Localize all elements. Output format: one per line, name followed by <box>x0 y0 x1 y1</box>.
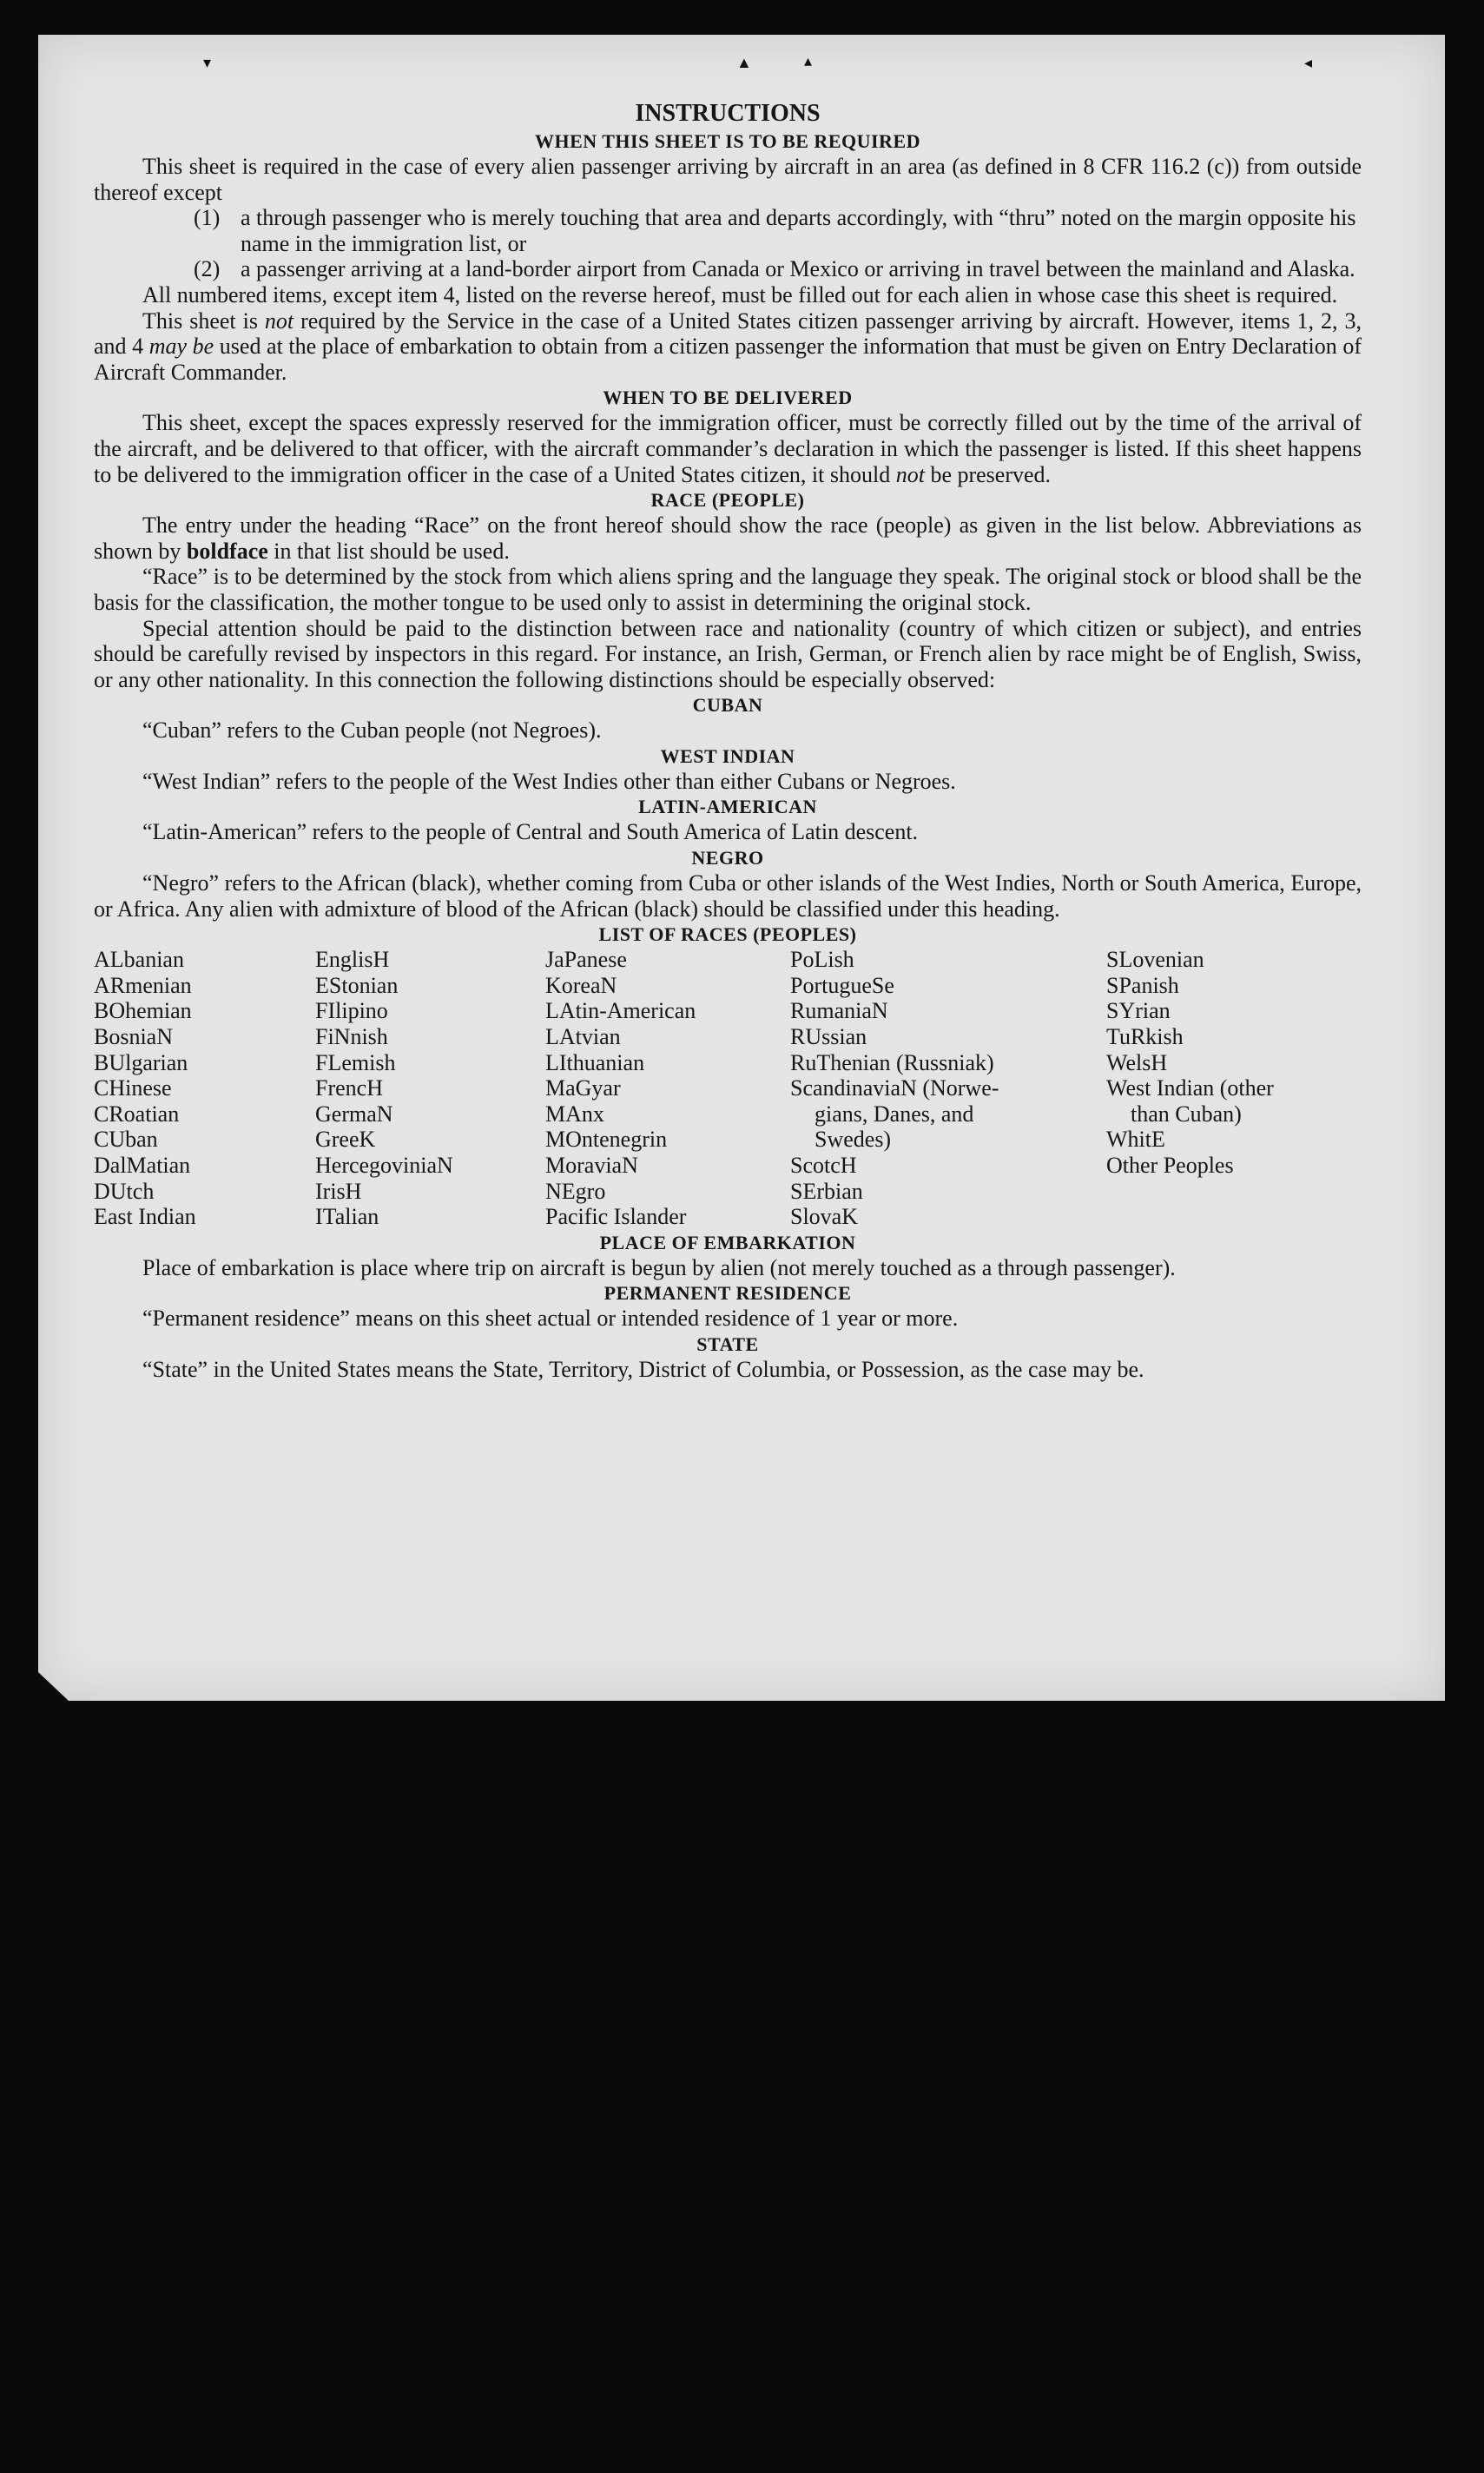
race-entry: DUtch <box>94 1178 155 1204</box>
paragraph: “State” in the United States means the State, Territory, District of Columbia, or Possession, as the case may be. <box>142 1356 1144 1382</box>
race-entry: West Indian (other <box>1106 1075 1274 1101</box>
numbered-item <box>94 256 1362 282</box>
race-entry: JaPanese <box>545 947 627 973</box>
paragraph: “West Indian” refers to the people of the West Indies other than either Cubans or Negroes. <box>142 768 956 794</box>
race-entry: ITalian <box>315 1204 379 1230</box>
race-entry: MOntenegrin <box>545 1127 668 1153</box>
item-text: a through passenger who is merely touching that area and departs accordingly, with “thru” noted on the margin opposite his name in the immigration list, or <box>241 205 1356 256</box>
paragraph: This sheet is not required by the Service in the case of a United States citizen passenger arriving by aircraft. However, items 1, 2, 3, and 4 may be used at the place of embarkation to obtain from a citizen passenger the information that must be given on Entry Declaration of Aircraft Commander. <box>94 307 1362 385</box>
race-entry: BUlgarian <box>94 1049 188 1075</box>
paragraph: The entry under the heading “Race” on the front hereof should show the race (people) as given in the list below. Abbreviations as shown by boldface in that list should be used. <box>94 512 1362 564</box>
paragraph: “Permanent residence” means on this sheet actual or intended residence of 1 year or more. <box>142 1306 959 1332</box>
race-entry: Other Peoples <box>1106 1153 1234 1178</box>
torn-corner <box>38 1672 69 1702</box>
race-entry: FiNnish <box>315 1024 388 1050</box>
race-entry: East Indian <box>94 1204 196 1230</box>
race-entry: RUssian <box>790 1024 867 1050</box>
race-entry: MAnx <box>545 1101 604 1127</box>
race-entry: ARmenian <box>94 972 192 998</box>
race-entry: Pacific Islander <box>545 1204 687 1230</box>
race-entry: MoraviaN <box>545 1153 638 1178</box>
item-text: a passenger arriving at a land-border airport from Canada or Mexico or arriving in travel between the mainland and Alaska. <box>241 256 1355 282</box>
race-entry: GreeK <box>315 1127 376 1153</box>
race-column <box>94 947 315 1230</box>
race-entry: EnglisH <box>315 947 390 973</box>
paragraph: Special attention should be paid to the distinction between race and nationality (country of which citizen or subject), and entries should be carefully revised by inspectors in this regard. For instance, an Irish, German, or French alien by race might be of English, Swiss, or any other nationality. In this connection the following distinctions should be especially observed: <box>94 615 1362 692</box>
race-entry: CUban <box>94 1127 158 1153</box>
race-entry: Swedes) <box>815 1127 892 1153</box>
section-heading: NEGRO <box>691 847 764 870</box>
race-entry: CRoatian <box>94 1101 180 1127</box>
race-entry: FIlipino <box>315 998 388 1024</box>
race-entry: RumaniaN <box>790 998 888 1024</box>
numbered-item <box>94 205 1362 256</box>
race-entry: ALbanian <box>94 947 184 973</box>
race-entry: SYrian <box>1106 998 1171 1024</box>
paragraph: All numbered items, except item 4, listed on the reverse hereof, must be filled out for each alien in whose case this sheet is required. <box>142 281 1338 307</box>
race-entry: than Cuban) <box>1131 1101 1242 1127</box>
race-column <box>790 947 1106 1230</box>
instructions-content <box>94 64 1362 1383</box>
item-number: (2) <box>194 256 221 282</box>
race-entry: PortugueSe <box>790 972 894 998</box>
section-heading: RACE (PEOPLE) <box>650 489 805 512</box>
paragraph: “Race” is to be determined by the stock from which aliens spring and the language they speak. The original stock or blood shall be the basis for the classification, the mother tongue to be used only to assist in determining the original stock. <box>94 564 1362 615</box>
race-list <box>94 947 1362 1230</box>
punch-mark: ▾ <box>203 54 212 71</box>
section-heading: LIST OF RACES (PEOPLES) <box>598 923 857 946</box>
race-column <box>1106 947 1362 1230</box>
paragraph: Place of embarkation is place where trip on aircraft is begun by alien (not merely touched as a through passenger). <box>142 1254 1176 1280</box>
race-entry: SPanish <box>1106 972 1179 998</box>
section-heading: STATE <box>696 1332 759 1355</box>
paragraph: This sheet, except the spaces expressly reserved for the immigration officer, must be correctly filled out by the time of the arrival of the aircraft, and be delivered to that officer, with the aircraft commander’s declaration in which the passenger is listed. If this sheet happens to be delivered to the immigration officer in the case of a United States citizen, it should not be preserved. <box>94 410 1362 487</box>
race-entry: CHinese <box>94 1075 172 1101</box>
race-entry: HercegoviniaN <box>315 1153 453 1178</box>
race-entry: DalMatian <box>94 1153 191 1178</box>
race-entry: GermaN <box>315 1101 393 1127</box>
race-entry: RuThenian (Russniak) <box>790 1049 994 1075</box>
paragraph: “Cuban” refers to the Cuban people (not Negroes). <box>142 717 602 744</box>
race-entry: PoLish <box>790 947 854 973</box>
race-entry: WhitE <box>1106 1127 1165 1153</box>
paragraph: “Latin-American” refers to the people of Central and South America of Latin descent. <box>142 819 919 845</box>
section-heading: LATIN-AMERICAN <box>638 796 817 818</box>
race-entry: BOhemian <box>94 998 192 1024</box>
item-number: (1) <box>194 205 221 231</box>
punch-mark: ◂ <box>1304 54 1313 71</box>
race-entry: LAtvian <box>545 1024 621 1050</box>
punch-mark: ▴ <box>804 52 813 69</box>
race-entry: FLemish <box>315 1049 396 1075</box>
race-entry: SLovenian <box>1106 947 1204 973</box>
race-entry: EStonian <box>315 972 399 998</box>
section-heading: PERMANENT RESIDENCE <box>603 1282 852 1305</box>
race-entry: MaGyar <box>545 1075 621 1101</box>
paragraph: “Negro” refers to the African (black), whether coming from Cuba or other islands of the West Indies, North or South America, Europe, or Africa. Any alien with admixture of blood of the African (black) should be classified under this heading. <box>94 870 1362 922</box>
race-entry: TuRkish <box>1106 1024 1184 1050</box>
section-heading: WEST INDIAN <box>660 744 795 767</box>
race-entry: LAtin-American <box>545 998 696 1024</box>
section-heading: PLACE OF EMBARKATION <box>599 1231 856 1253</box>
race-entry: FrencH <box>315 1075 383 1101</box>
page-title: INSTRUCTIONS <box>635 100 821 127</box>
race-entry: ScandinaviaN (Norwe- <box>790 1075 999 1101</box>
race-entry: gians, Danes, and <box>815 1101 974 1127</box>
race-entry: SlovaK <box>790 1204 858 1230</box>
race-entry: NEgro <box>545 1178 606 1204</box>
race-entry: BosniaN <box>94 1024 173 1050</box>
race-entry: ScotcH <box>790 1153 857 1178</box>
paragraph: This sheet is required in the case of every alien passenger arriving by aircraft in an area (as defined in 8 CFR 116.2 (c)) from outside thereof except <box>94 154 1362 205</box>
punch-mark: ▲ <box>736 54 752 71</box>
race-entry: KoreaN <box>545 972 617 998</box>
race-column <box>545 947 790 1230</box>
section-heading: CUBAN <box>692 694 763 717</box>
section-heading: WHEN TO BE DELIVERED <box>603 387 853 409</box>
section-heading: WHEN THIS SHEET IS TO BE REQUIRED <box>534 130 921 152</box>
race-entry: SErbian <box>790 1178 863 1204</box>
race-column <box>315 947 545 1230</box>
race-entry: IrisH <box>315 1178 362 1204</box>
race-entry: WelsH <box>1106 1049 1168 1075</box>
race-entry: LIthuanian <box>545 1049 645 1075</box>
